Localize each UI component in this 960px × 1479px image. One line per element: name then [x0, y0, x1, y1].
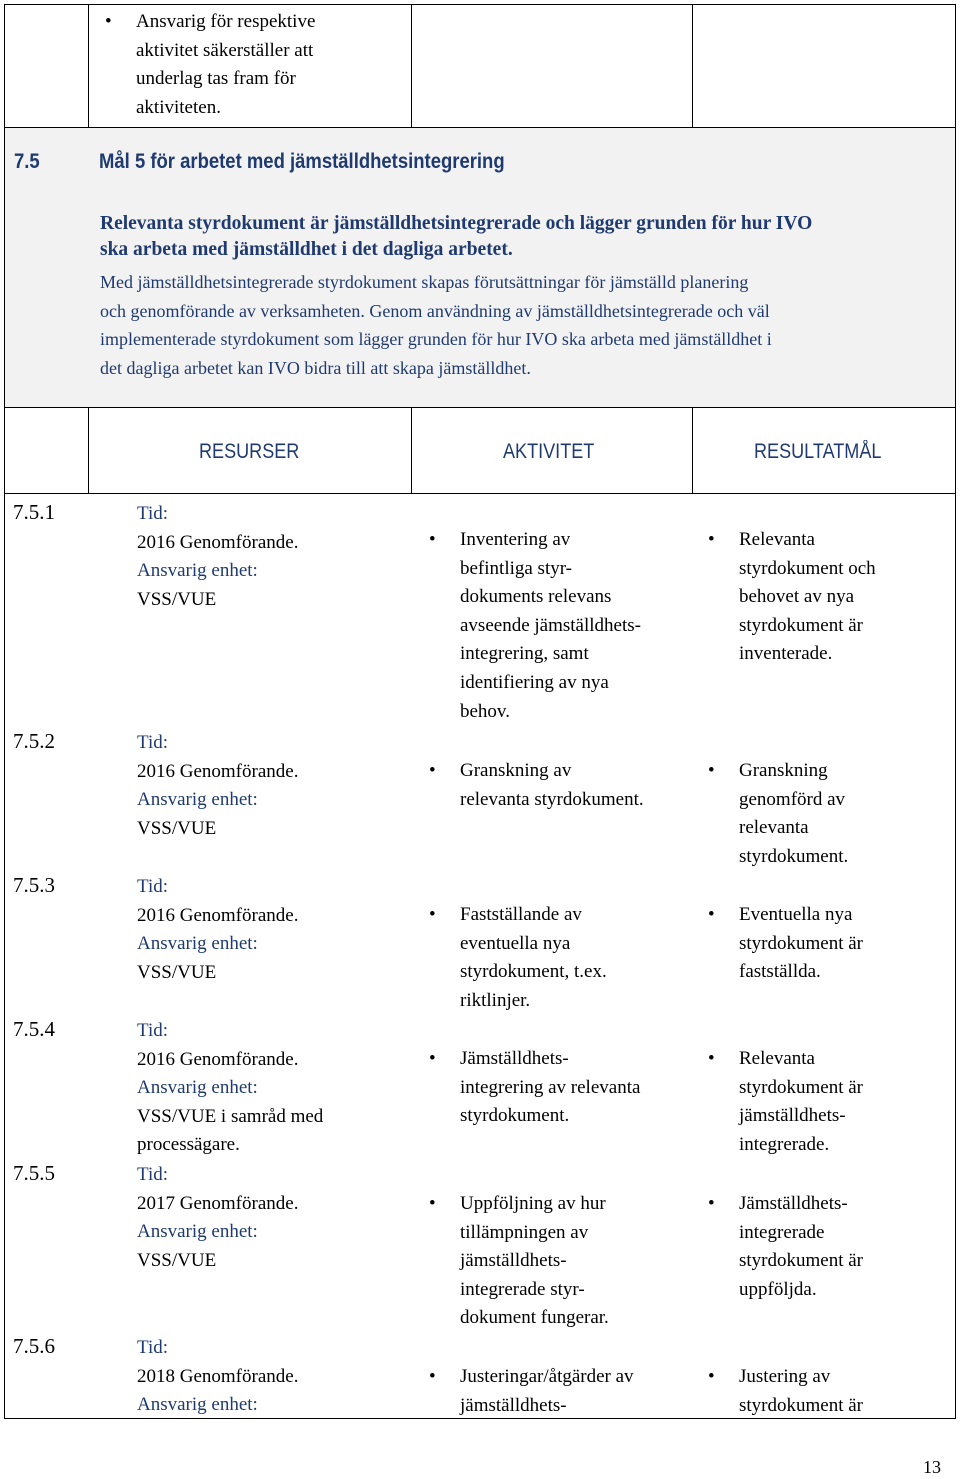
bullet-icon: •	[429, 1193, 436, 1214]
activity-line: integrering av relevanta	[460, 1076, 641, 1098]
activity-line: integrerade styr-	[460, 1278, 585, 1300]
ansvarig-value: VSS/VUE i samråd med	[137, 1105, 324, 1127]
ansvarig-label: Ansvarig enhet:	[137, 1394, 258, 1416]
activity-item	[429, 901, 607, 1015]
row-number: 7.5.2	[13, 729, 55, 753]
ansvarig-label: Ansvarig enhet:	[137, 1077, 258, 1099]
col-divider-2	[411, 4, 412, 127]
section-separator	[4, 407, 956, 408]
intro-line: det dagliga arbetet kan IVO bidra till att skapa jämställdhet.	[100, 357, 531, 378]
result-line: Eventuella nya	[739, 904, 853, 925]
tid-value: 2016 Genomförande.	[137, 904, 299, 926]
bullet-icon: •	[429, 904, 436, 925]
activity-line: eventuella nya	[460, 932, 571, 954]
result-line: Justering av	[739, 1366, 831, 1387]
activity-line: Granskning av	[460, 760, 572, 781]
intro-bold-line: Relevanta styrdokument är jämställdhetsintegrerade och lägger grunden för hur IVO	[100, 213, 813, 234]
activity-line: jämställdhets-	[460, 1394, 567, 1416]
result-line: fastställda.	[739, 961, 821, 983]
resource-cell	[137, 1017, 323, 1160]
row-number: 7.5.1	[13, 500, 55, 524]
section-number: 7.5	[14, 150, 40, 173]
result-line: genomförd av	[739, 788, 846, 810]
activity-line: integrering, samt	[460, 643, 589, 665]
activity-line: Fastställande av	[460, 904, 582, 925]
bullet-icon: •	[708, 529, 715, 550]
tid-label: Tid:	[137, 503, 168, 524]
result-line: Relevanta	[739, 529, 815, 550]
column-header-resurser: RESURSER	[199, 440, 300, 463]
bullet-icon: •	[429, 1366, 436, 1387]
activity-item	[429, 526, 641, 726]
tid-label: Tid:	[137, 732, 168, 753]
result-line: styrdokument är	[739, 614, 864, 636]
activity-line: avseende jämställdhets-	[460, 614, 641, 636]
activity-line: Inventering av	[460, 529, 571, 550]
row-number: 7.5.4	[13, 1017, 55, 1041]
result-item	[708, 1190, 864, 1304]
row-number: 7.5.5	[13, 1161, 55, 1185]
result-line: Jämställdhets-	[739, 1193, 848, 1214]
result-line: integrerade	[739, 1221, 825, 1243]
tid-label: Tid:	[137, 876, 168, 897]
ansvarig-value: processägare.	[137, 1134, 240, 1156]
table-border-right	[955, 4, 956, 1419]
tid-value: 2016 Genomförande.	[137, 760, 299, 782]
ansvarig-label: Ansvarig enhet:	[137, 1221, 258, 1243]
bullet-icon: •	[429, 529, 436, 550]
resource-cell	[137, 500, 298, 614]
ansvarig-value: VSS/VUE	[137, 1249, 217, 1271]
ansvarig-label: Ansvarig enhet:	[137, 789, 258, 811]
result-line: styrdokument är	[739, 1076, 864, 1098]
activity-line: relevanta styrdokument.	[460, 788, 644, 810]
result-line: inventerade.	[739, 643, 833, 665]
intro-line: och genomförande av verksamheten. Genom användning av jämställdhetsintegrerade och väl	[100, 300, 770, 321]
header-row-separator	[4, 493, 956, 494]
section-title: Mål 5 för arbetet med jämställdhetsintegrering	[99, 150, 505, 173]
ansvarig-value: VSS/VUE	[137, 588, 217, 610]
page-number: 13	[923, 1457, 941, 1477]
ansvarig-label: Ansvarig enhet:	[137, 933, 258, 955]
activity-item	[429, 1045, 641, 1131]
tid-label: Tid:	[137, 1020, 168, 1041]
bullet-icon: •	[708, 904, 715, 925]
result-item	[708, 901, 864, 987]
bullet-icon: •	[708, 760, 715, 781]
result-line: Granskning	[739, 760, 828, 781]
tid-label: Tid:	[137, 1164, 168, 1185]
col-divider-1	[88, 4, 89, 127]
top-bullet-line: aktiviteten.	[136, 96, 221, 118]
result-line: styrdokument och	[739, 557, 876, 579]
ansvarig-label: Ansvarig enhet:	[137, 560, 258, 582]
intro-line: Med jämställdhetsintegrerade styrdokument skapas förutsättningar för jämställd planering	[100, 272, 749, 292]
bullet-icon: •	[708, 1193, 715, 1214]
tid-value: 2018 Genomförande.	[137, 1365, 299, 1387]
resource-cell	[137, 873, 298, 987]
column-header-resultatmal: RESULTATMÅL	[754, 440, 882, 463]
ansvarig-value: VSS/VUE	[137, 961, 217, 983]
section-intro-text	[100, 268, 950, 382]
intro-line: implementerade styrdokument som lägger grunden för hur IVO ska arbeta med jämställdhet i	[100, 329, 772, 349]
bullet-icon: •	[429, 760, 436, 781]
top-bullet-item	[105, 8, 406, 122]
result-line: styrdokument.	[739, 845, 849, 867]
top-bullet-line: underlag tas fram för	[136, 68, 296, 90]
col-divider-2b	[411, 407, 412, 494]
activity-line: jämställdhets-	[460, 1250, 567, 1272]
activity-item	[429, 757, 644, 814]
col-divider-3	[692, 4, 693, 127]
row-number: 7.5.3	[13, 873, 55, 897]
activity-line: behov.	[460, 700, 510, 722]
top-bullet-line: aktivitet säkerställer att	[136, 39, 314, 61]
activity-line: tillämpningen av	[460, 1221, 589, 1243]
activity-line: dokument fungerar.	[460, 1307, 609, 1329]
tid-value: 2017 Genomförande.	[137, 1192, 299, 1214]
activity-line: identifiering av nya	[460, 671, 609, 693]
result-item	[708, 1363, 864, 1420]
bullet-icon: •	[429, 1048, 436, 1069]
activity-line: styrdokument, t.ex.	[460, 961, 607, 983]
activity-line: styrdokument.	[460, 1105, 570, 1127]
col-divider-1b	[88, 407, 89, 494]
intro-bold-line: ska arbeta med jämställdhet i det dagliga arbetet.	[100, 239, 513, 260]
top-bullet-line: Ansvarig för respektive	[136, 11, 316, 32]
bullet-icon: •	[105, 11, 112, 32]
activity-line: Justeringar/åtgärder av	[460, 1366, 634, 1387]
table-border-top	[4, 4, 956, 5]
result-item	[708, 757, 849, 871]
tid-label: Tid:	[137, 1337, 168, 1358]
result-line: styrdokument är	[739, 932, 864, 954]
activity-item	[429, 1363, 634, 1420]
result-line: Relevanta	[739, 1048, 815, 1069]
result-line: styrdokument är	[739, 1250, 864, 1272]
resource-cell	[137, 1161, 298, 1275]
bullet-icon: •	[708, 1366, 715, 1387]
activity-line: dokuments relevans	[460, 586, 612, 608]
ansvarig-value: VSS/VUE	[137, 817, 217, 839]
result-line: behovet av nya	[739, 586, 855, 608]
row-number: 7.5.6	[13, 1334, 55, 1358]
result-line: uppföljda.	[739, 1278, 817, 1300]
result-item	[708, 526, 876, 669]
activity-line: Jämställdhets-	[460, 1048, 569, 1069]
result-item	[708, 1045, 864, 1159]
tid-value: 2016 Genomförande.	[137, 531, 299, 553]
resource-cell	[137, 1334, 298, 1420]
bullet-icon: •	[708, 1048, 715, 1069]
column-header-aktivitet: AKTIVITET	[503, 440, 595, 463]
result-line: styrdokument är	[739, 1394, 864, 1416]
result-line: jämställdhets-	[739, 1105, 846, 1127]
result-line: relevanta	[739, 817, 809, 839]
resource-cell	[137, 729, 298, 843]
col-divider-3b	[692, 407, 693, 494]
tid-value: 2016 Genomförande.	[137, 1048, 299, 1070]
section-intro-bold	[100, 211, 950, 263]
activity-line: befintliga styr-	[460, 557, 573, 579]
result-line: integrerade.	[739, 1133, 830, 1155]
activity-line: riktlinjer.	[460, 989, 531, 1011]
activity-line: Uppföljning av hur	[460, 1193, 606, 1214]
activity-item	[429, 1190, 609, 1333]
